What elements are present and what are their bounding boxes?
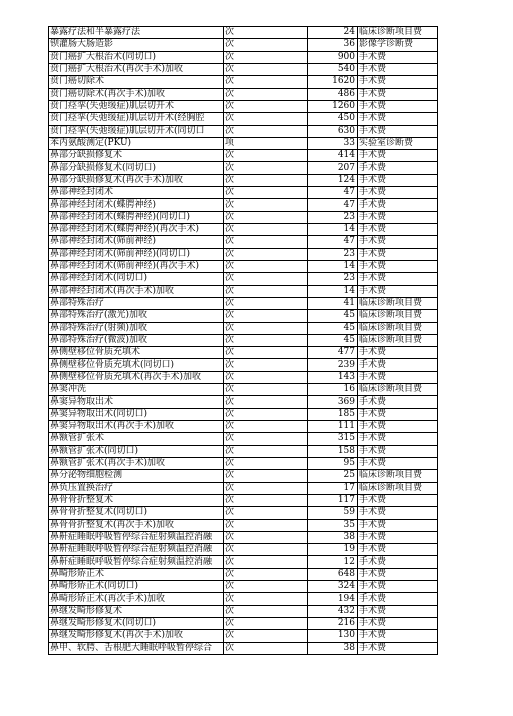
category-cell[interactable]: 手术费 bbox=[358, 113, 438, 125]
unit-cell[interactable]: 次 bbox=[224, 642, 308, 654]
table-row bbox=[49, 457, 438, 469]
item-name-cell[interactable]: 鼻部神经封闭术(筛前神经)(再次手术) bbox=[49, 260, 224, 272]
unit-cell[interactable]: 次 bbox=[224, 63, 308, 75]
item-name-cell[interactable]: 鼻鼾症睡眠呼吸暂停综合症射频温控消融 bbox=[49, 556, 224, 568]
item-name-cell[interactable]: 贲门癌扩大根治术(再次手术)加收 bbox=[49, 63, 224, 75]
table-row bbox=[49, 322, 438, 334]
item-name-cell[interactable]: 贲门痉挛(失弛缓症)肌层切开术 bbox=[49, 100, 224, 112]
table-row bbox=[49, 433, 438, 445]
unit-cell[interactable]: 次 bbox=[224, 384, 308, 396]
table-row bbox=[49, 408, 438, 420]
category-cell[interactable]: 手术费 bbox=[358, 174, 438, 186]
unit-cell[interactable]: 次 bbox=[224, 408, 308, 420]
price-cell[interactable]: 36 bbox=[308, 39, 358, 51]
category-cell[interactable]: 手术费 bbox=[358, 211, 438, 223]
table-row bbox=[49, 27, 438, 39]
category-cell[interactable]: 手术费 bbox=[358, 125, 438, 137]
table-row bbox=[49, 568, 438, 580]
price-cell[interactable]: 1260 bbox=[308, 100, 358, 112]
unit-cell[interactable]: 次 bbox=[224, 519, 308, 531]
price-cell[interactable]: 369 bbox=[308, 396, 358, 408]
price-cell[interactable]: 158 bbox=[308, 445, 358, 457]
price-cell[interactable]: 324 bbox=[308, 581, 358, 593]
item-name-cell[interactable]: 贲门痉挛(失弛缓症)肌层切开术(同切口 bbox=[49, 125, 224, 137]
price-cell[interactable]: 33 bbox=[308, 137, 358, 149]
item-name-cell[interactable]: 鼻部特殊治疗(射频)加收 bbox=[49, 322, 224, 334]
price-cell[interactable]: 414 bbox=[308, 150, 358, 162]
category-cell[interactable]: 临床诊断项目费 bbox=[358, 310, 438, 322]
table-row bbox=[49, 125, 438, 137]
item-name-cell[interactable]: 鼻额管扩张术(同切口) bbox=[49, 445, 224, 457]
table-row bbox=[49, 470, 438, 482]
price-cell[interactable]: 14 bbox=[308, 224, 358, 236]
item-name-cell[interactable]: 暴露疗法和半暴露疗法 bbox=[49, 27, 224, 39]
unit-cell[interactable]: 次 bbox=[224, 236, 308, 248]
price-cell[interactable]: 59 bbox=[308, 507, 358, 519]
item-name-cell[interactable]: 鼻窦异物取出术 bbox=[49, 396, 224, 408]
unit-cell[interactable]: 次 bbox=[224, 273, 308, 285]
table-row bbox=[49, 187, 438, 199]
item-name-cell[interactable]: 鼻继发畸形修复术 bbox=[49, 605, 224, 617]
item-name-cell[interactable]: 鼻部神经封闭术(蝶腭神经) bbox=[49, 199, 224, 211]
category-cell[interactable]: 手术费 bbox=[358, 457, 438, 469]
unit-cell[interactable]: 项 bbox=[224, 137, 308, 149]
unit-cell[interactable]: 次 bbox=[224, 199, 308, 211]
unit-cell[interactable]: 次 bbox=[224, 187, 308, 199]
price-cell[interactable]: 45 bbox=[308, 310, 358, 322]
category-cell[interactable]: 影像学诊断费 bbox=[358, 39, 438, 51]
table-row bbox=[49, 519, 438, 531]
category-cell[interactable]: 手术费 bbox=[358, 433, 438, 445]
table-row bbox=[49, 581, 438, 593]
unit-cell[interactable]: 次 bbox=[224, 113, 308, 125]
unit-cell[interactable]: 次 bbox=[224, 100, 308, 112]
category-cell[interactable]: 临床诊断项目费 bbox=[358, 334, 438, 346]
price-cell[interactable]: 143 bbox=[308, 371, 358, 383]
unit-cell[interactable]: 次 bbox=[224, 150, 308, 162]
item-name-cell[interactable]: 鼻部神经封闭术(同切口) bbox=[49, 273, 224, 285]
unit-cell[interactable]: 次 bbox=[224, 334, 308, 346]
unit-cell[interactable]: 次 bbox=[224, 359, 308, 371]
table-row bbox=[49, 593, 438, 605]
unit-cell[interactable]: 次 bbox=[224, 433, 308, 445]
item-name-cell[interactable]: 鼻负压置换治疗 bbox=[49, 482, 224, 494]
table-row bbox=[49, 494, 438, 506]
item-name-cell[interactable]: 鼻额管扩张术(再次手术)加收 bbox=[49, 457, 224, 469]
unit-cell[interactable]: 次 bbox=[224, 544, 308, 556]
item-name-cell[interactable]: 鼻骨骨折整复术(同切口) bbox=[49, 507, 224, 519]
fee-table-body bbox=[49, 27, 438, 655]
item-name-cell[interactable]: 鼻部神经封闭术(筛前神经)(同切口) bbox=[49, 248, 224, 260]
category-cell[interactable]: 手术费 bbox=[358, 421, 438, 433]
item-name-cell[interactable]: 贲门癌切除术 bbox=[49, 76, 224, 88]
item-name-cell[interactable]: 鼻畸形矫正术 bbox=[49, 568, 224, 580]
table-row bbox=[49, 174, 438, 186]
price-cell[interactable]: 47 bbox=[308, 199, 358, 211]
table-row bbox=[49, 137, 438, 149]
table-row bbox=[49, 162, 438, 174]
item-name-cell[interactable]: 鼻侧壁移位骨质充填术 bbox=[49, 347, 224, 359]
item-name-cell[interactable]: 鼻窦异物取出术(同切口) bbox=[49, 408, 224, 420]
item-name-cell[interactable]: 鼻畸形矫正术(同切口) bbox=[49, 581, 224, 593]
table-row bbox=[49, 236, 438, 248]
category-cell[interactable]: 手术费 bbox=[358, 224, 438, 236]
unit-cell[interactable]: 次 bbox=[224, 581, 308, 593]
unit-cell[interactable]: 次 bbox=[224, 593, 308, 605]
table-row bbox=[49, 359, 438, 371]
category-cell[interactable]: 手术费 bbox=[358, 445, 438, 457]
category-cell[interactable]: 手术费 bbox=[358, 642, 438, 654]
table-row bbox=[49, 199, 438, 211]
item-name-cell[interactable]: 鼻部神经封闭术 bbox=[49, 187, 224, 199]
price-cell[interactable]: 14 bbox=[308, 285, 358, 297]
price-cell[interactable]: 900 bbox=[308, 51, 358, 63]
price-cell[interactable]: 24 bbox=[308, 27, 358, 39]
item-name-cell[interactable]: 鼻部特殊治疗(激光)加收 bbox=[49, 310, 224, 322]
price-cell[interactable]: 25 bbox=[308, 470, 358, 482]
category-cell[interactable]: 手术费 bbox=[358, 408, 438, 420]
category-cell[interactable]: 手术费 bbox=[358, 236, 438, 248]
unit-cell[interactable]: 次 bbox=[224, 605, 308, 617]
unit-cell[interactable]: 次 bbox=[224, 27, 308, 39]
item-name-cell[interactable]: 鼻侧壁移位骨质充填术(同切口) bbox=[49, 359, 224, 371]
table-row bbox=[49, 100, 438, 112]
item-name-cell[interactable]: 鼻骨骨折整复术(再次手术)加收 bbox=[49, 519, 224, 531]
category-cell[interactable]: 手术费 bbox=[358, 494, 438, 506]
table-row bbox=[49, 273, 438, 285]
category-cell[interactable]: 手术费 bbox=[358, 359, 438, 371]
table-row bbox=[49, 211, 438, 223]
price-cell[interactable]: 17 bbox=[308, 482, 358, 494]
item-name-cell[interactable]: 鼻部神经封闭术(蝶腭神经)(同切口) bbox=[49, 211, 224, 223]
table-row bbox=[49, 39, 438, 51]
category-cell[interactable]: 手术费 bbox=[358, 605, 438, 617]
category-cell[interactable]: 手术费 bbox=[358, 273, 438, 285]
category-cell[interactable]: 手术费 bbox=[358, 556, 438, 568]
item-name-cell[interactable]: 鼻部分缺损修复术(再次手术)加收 bbox=[49, 174, 224, 186]
item-name-cell[interactable]: 贲门痉挛(失弛缓症)肌层切开术(经胸腔 bbox=[49, 113, 224, 125]
price-cell[interactable]: 315 bbox=[308, 433, 358, 445]
price-cell[interactable]: 12 bbox=[308, 556, 358, 568]
price-cell[interactable]: 185 bbox=[308, 408, 358, 420]
unit-cell[interactable]: 次 bbox=[224, 396, 308, 408]
table-row bbox=[49, 51, 438, 63]
unit-cell[interactable]: 次 bbox=[224, 531, 308, 543]
unit-cell[interactable]: 次 bbox=[224, 174, 308, 186]
category-cell[interactable]: 手术费 bbox=[358, 51, 438, 63]
category-cell[interactable]: 手术费 bbox=[358, 285, 438, 297]
category-cell[interactable]: 手术费 bbox=[358, 396, 438, 408]
item-name-cell[interactable]: 鼻部特殊治疗 bbox=[49, 297, 224, 309]
table-row bbox=[49, 297, 438, 309]
category-cell[interactable]: 临床诊断项目费 bbox=[358, 470, 438, 482]
price-cell[interactable]: 194 bbox=[308, 593, 358, 605]
item-name-cell[interactable]: 鼻窦异物取出术(再次手术)加收 bbox=[49, 421, 224, 433]
unit-cell[interactable]: 次 bbox=[224, 51, 308, 63]
table-row bbox=[49, 396, 438, 408]
category-cell[interactable]: 手术费 bbox=[358, 531, 438, 543]
table-row bbox=[49, 544, 438, 556]
table-row bbox=[49, 310, 438, 322]
table-row bbox=[49, 224, 438, 236]
item-name-cell[interactable]: 鼻甲、软腭、舌根肥大睡眠呼吸暂停综合 bbox=[49, 642, 224, 654]
price-cell[interactable]: 14 bbox=[308, 260, 358, 272]
item-name-cell[interactable]: 鼻部神经封闭术(蝶腭神经)(再次手术) bbox=[49, 224, 224, 236]
price-cell[interactable]: 45 bbox=[308, 334, 358, 346]
table-row bbox=[49, 150, 438, 162]
item-name-cell[interactable]: 鼻分泌物细胞检测 bbox=[49, 470, 224, 482]
price-cell[interactable]: 47 bbox=[308, 187, 358, 199]
unit-cell[interactable]: 次 bbox=[224, 347, 308, 359]
fee-table bbox=[48, 26, 438, 655]
unit-cell[interactable]: 次 bbox=[224, 556, 308, 568]
table-row bbox=[49, 642, 438, 654]
unit-cell[interactable]: 次 bbox=[224, 470, 308, 482]
price-cell[interactable]: 124 bbox=[308, 174, 358, 186]
table-row bbox=[49, 482, 438, 494]
category-cell[interactable]: 临床诊断项目费 bbox=[358, 322, 438, 334]
category-cell[interactable]: 手术费 bbox=[358, 618, 438, 630]
table-row bbox=[49, 421, 438, 433]
category-cell[interactable]: 手术费 bbox=[358, 507, 438, 519]
category-cell[interactable]: 临床诊断项目费 bbox=[358, 384, 438, 396]
unit-cell[interactable]: 次 bbox=[224, 285, 308, 297]
category-cell[interactable]: 手术费 bbox=[358, 187, 438, 199]
table-row bbox=[49, 260, 438, 272]
table-row bbox=[49, 334, 438, 346]
unit-cell[interactable]: 次 bbox=[224, 39, 308, 51]
category-cell[interactable]: 手术费 bbox=[358, 100, 438, 112]
item-name-cell[interactable]: 鼻部分缺损修复术 bbox=[49, 150, 224, 162]
price-cell[interactable]: 630 bbox=[308, 125, 358, 137]
price-cell[interactable]: 540 bbox=[308, 63, 358, 75]
category-cell[interactable]: 临床诊断项目费 bbox=[358, 27, 438, 39]
unit-cell[interactable]: 次 bbox=[224, 507, 308, 519]
price-cell[interactable]: 1620 bbox=[308, 76, 358, 88]
table-row bbox=[49, 507, 438, 519]
category-cell[interactable]: 手术费 bbox=[358, 630, 438, 642]
unit-cell[interactable]: 次 bbox=[224, 371, 308, 383]
unit-cell[interactable]: 次 bbox=[224, 76, 308, 88]
price-cell[interactable]: 432 bbox=[308, 605, 358, 617]
table-row bbox=[49, 384, 438, 396]
category-cell[interactable]: 手术费 bbox=[358, 371, 438, 383]
table-row bbox=[49, 63, 438, 75]
price-cell[interactable]: 648 bbox=[308, 568, 358, 580]
category-cell[interactable]: 手术费 bbox=[358, 581, 438, 593]
unit-cell[interactable]: 次 bbox=[224, 260, 308, 272]
unit-cell[interactable]: 次 bbox=[224, 630, 308, 642]
table-row bbox=[49, 88, 438, 100]
price-cell[interactable]: 47 bbox=[308, 236, 358, 248]
unit-cell[interactable]: 次 bbox=[224, 248, 308, 260]
unit-cell[interactable]: 次 bbox=[224, 322, 308, 334]
table-row bbox=[49, 630, 438, 642]
item-name-cell[interactable]: 钡灌肠大肠造影 bbox=[49, 39, 224, 51]
item-name-cell[interactable]: 鼻窦冲洗 bbox=[49, 384, 224, 396]
price-cell[interactable]: 45 bbox=[308, 322, 358, 334]
table-row bbox=[49, 445, 438, 457]
item-name-cell[interactable]: 鼻骨骨折整复术 bbox=[49, 494, 224, 506]
unit-cell[interactable]: 次 bbox=[224, 421, 308, 433]
price-cell[interactable]: 450 bbox=[308, 113, 358, 125]
item-name-cell[interactable]: 鼻部神经封闭术(筛前神经) bbox=[49, 236, 224, 248]
table-row bbox=[49, 113, 438, 125]
category-cell[interactable]: 手术费 bbox=[358, 568, 438, 580]
price-cell[interactable]: 239 bbox=[308, 359, 358, 371]
price-cell[interactable]: 477 bbox=[308, 347, 358, 359]
unit-cell[interactable]: 次 bbox=[224, 211, 308, 223]
unit-cell[interactable]: 次 bbox=[224, 297, 308, 309]
category-cell[interactable]: 手术费 bbox=[358, 347, 438, 359]
item-name-cell[interactable]: 鼻继发畸形修复术(同切口) bbox=[49, 618, 224, 630]
price-cell[interactable]: 23 bbox=[308, 211, 358, 223]
table-row bbox=[49, 285, 438, 297]
unit-cell[interactable]: 次 bbox=[224, 482, 308, 494]
price-cell[interactable]: 216 bbox=[308, 618, 358, 630]
item-name-cell[interactable]: 鼻部分缺损修复术(同切口) bbox=[49, 162, 224, 174]
item-name-cell[interactable]: 鼻鼾症睡眠呼吸暂停综合症射频温控消融 bbox=[49, 544, 224, 556]
category-cell[interactable]: 手术费 bbox=[358, 260, 438, 272]
category-cell[interactable]: 手术费 bbox=[358, 162, 438, 174]
spreadsheet bbox=[48, 26, 438, 655]
price-cell[interactable]: 117 bbox=[308, 494, 358, 506]
price-cell[interactable]: 41 bbox=[308, 297, 358, 309]
table-row bbox=[49, 347, 438, 359]
unit-cell[interactable]: 次 bbox=[224, 125, 308, 137]
table-row bbox=[49, 531, 438, 543]
category-cell[interactable]: 临床诊断项目费 bbox=[358, 482, 438, 494]
category-cell[interactable]: 临床诊断项目费 bbox=[358, 297, 438, 309]
unit-cell[interactable]: 次 bbox=[224, 618, 308, 630]
table-row bbox=[49, 618, 438, 630]
category-cell[interactable]: 手术费 bbox=[358, 76, 438, 88]
category-cell[interactable]: 手术费 bbox=[358, 150, 438, 162]
category-cell[interactable]: 手术费 bbox=[358, 88, 438, 100]
item-name-cell[interactable]: 鼻畸形矫正术(再次手术)加收 bbox=[49, 593, 224, 605]
category-cell[interactable]: 手术费 bbox=[358, 248, 438, 260]
table-row bbox=[49, 76, 438, 88]
table-row bbox=[49, 605, 438, 617]
price-cell[interactable]: 38 bbox=[308, 531, 358, 543]
unit-cell[interactable]: 次 bbox=[224, 162, 308, 174]
item-name-cell[interactable]: 鼻部神经封闭术(再次手术)加收 bbox=[49, 285, 224, 297]
price-cell[interactable]: 19 bbox=[308, 544, 358, 556]
unit-cell[interactable]: 次 bbox=[224, 445, 308, 457]
item-name-cell[interactable]: 鼻额管扩张术 bbox=[49, 433, 224, 445]
table-row bbox=[49, 371, 438, 383]
table-row bbox=[49, 556, 438, 568]
price-cell[interactable]: 207 bbox=[308, 162, 358, 174]
price-cell[interactable]: 38 bbox=[308, 642, 358, 654]
price-cell[interactable]: 111 bbox=[308, 421, 358, 433]
item-name-cell[interactable]: 鼻部特殊治疗(微波)加收 bbox=[49, 334, 224, 346]
price-cell[interactable]: 130 bbox=[308, 630, 358, 642]
unit-cell[interactable]: 次 bbox=[224, 457, 308, 469]
table-row bbox=[49, 248, 438, 260]
category-cell[interactable]: 实验室诊断费 bbox=[358, 137, 438, 149]
price-cell[interactable]: 16 bbox=[308, 384, 358, 396]
category-cell[interactable]: 手术费 bbox=[358, 544, 438, 556]
unit-cell[interactable]: 次 bbox=[224, 310, 308, 322]
item-name-cell[interactable]: 鼻侧壁移位骨质充填术(再次手术)加收 bbox=[49, 371, 224, 383]
item-name-cell[interactable]: 贲门癌切除术(再次手术)加收 bbox=[49, 88, 224, 100]
price-cell[interactable]: 95 bbox=[308, 457, 358, 469]
item-name-cell[interactable]: 苯丙氨酸测定(PKU) bbox=[49, 137, 224, 149]
unit-cell[interactable]: 次 bbox=[224, 88, 308, 100]
unit-cell[interactable]: 次 bbox=[224, 224, 308, 236]
item-name-cell[interactable]: 贲门癌扩大根治术(同切口) bbox=[49, 51, 224, 63]
price-cell[interactable]: 486 bbox=[308, 88, 358, 100]
category-cell[interactable]: 手术费 bbox=[358, 519, 438, 531]
price-cell[interactable]: 35 bbox=[308, 519, 358, 531]
category-cell[interactable]: 手术费 bbox=[358, 199, 438, 211]
item-name-cell[interactable]: 鼻继发畸形修复术(再次手术)加收 bbox=[49, 630, 224, 642]
category-cell[interactable]: 手术费 bbox=[358, 593, 438, 605]
unit-cell[interactable]: 次 bbox=[224, 568, 308, 580]
item-name-cell[interactable]: 鼻鼾症睡眠呼吸暂停综合症射频温控消融 bbox=[49, 531, 224, 543]
price-cell[interactable]: 23 bbox=[308, 248, 358, 260]
price-cell[interactable]: 23 bbox=[308, 273, 358, 285]
category-cell[interactable]: 手术费 bbox=[358, 63, 438, 75]
unit-cell[interactable]: 次 bbox=[224, 494, 308, 506]
